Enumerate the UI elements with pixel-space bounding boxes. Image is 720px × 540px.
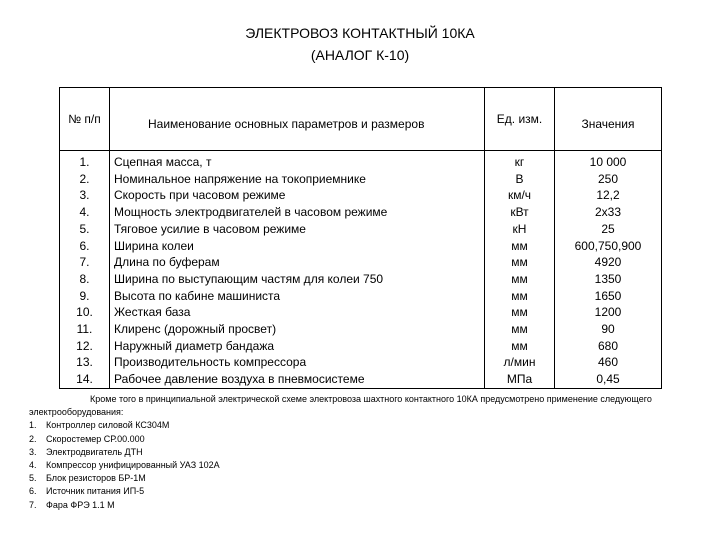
row-parameter-name: Жесткая база — [110, 304, 485, 321]
row-unit: мм — [485, 254, 555, 271]
row-number: 9. — [60, 288, 110, 305]
row-value: 460 — [555, 354, 662, 371]
table-row — [60, 354, 662, 371]
row-number: 14. — [60, 371, 110, 388]
list-item-number: 4. — [29, 460, 37, 471]
row-parameter-name: Тяговое усилие в часовом режиме — [110, 221, 485, 238]
table-row — [60, 221, 662, 238]
row-value: 1350 — [555, 271, 662, 288]
row-value: 680 — [555, 338, 662, 355]
table-row — [60, 187, 662, 204]
list-item-text: Фара ФРЭ 1.1 М — [46, 499, 115, 510]
table-row — [60, 304, 662, 321]
list-item — [29, 433, 689, 446]
row-unit: мм — [485, 304, 555, 321]
row-unit: В — [485, 171, 555, 188]
row-unit: кг — [485, 151, 555, 171]
row-parameter-name: Скорость при часовом режиме — [110, 187, 485, 204]
table-body — [60, 151, 662, 389]
row-unit: мм — [485, 338, 555, 355]
row-value: 25 — [555, 221, 662, 238]
row-parameter-name: Сцепная масса, т — [110, 151, 485, 171]
table-row — [60, 171, 662, 188]
row-unit: км/ч — [485, 187, 555, 204]
equipment-list — [29, 419, 689, 511]
list-item-number: 3. — [29, 446, 37, 457]
row-value: 1650 — [555, 288, 662, 305]
row-value: 90 — [555, 321, 662, 338]
list-item-number: 5. — [29, 473, 37, 484]
row-value: 2х33 — [555, 204, 662, 221]
notes-intro: Кроме того в принципиальной электрической схеме электровоза шахтного контактного 10КА предусмотрено применение следующего электрооборудования: — [29, 394, 652, 418]
list-item-text: Источник питания ИП-5 — [46, 486, 145, 497]
title-line-2: (АНАЛОГ К-10) — [310, 47, 410, 63]
table-row — [60, 271, 662, 288]
row-value: 600,750,900 — [555, 238, 662, 255]
row-parameter-name: Ширина по выступающим частям для колеи 750 — [110, 271, 485, 288]
list-item-text: Скоростемер СР.00.000 — [46, 433, 145, 444]
header-unit: Ед. изм. — [485, 88, 555, 151]
row-unit: кН — [485, 221, 555, 238]
list-item-number: 2. — [29, 433, 37, 444]
row-parameter-name: Наружный диаметр бандажа — [110, 338, 485, 355]
list-item-text: Компрессор унифицированный УАЗ 102А — [46, 460, 220, 471]
list-item — [29, 459, 689, 472]
page-title — [0, 22, 720, 66]
row-value: 1200 — [555, 304, 662, 321]
row-parameter-name: Номинальное напряжение на токоприемнике — [110, 171, 485, 188]
row-value: 4920 — [555, 254, 662, 271]
row-parameter-name: Мощность электродвигателей в часовом режиме — [110, 204, 485, 221]
row-number: 2. — [60, 171, 110, 188]
list-item-text: Электродвигатель ДТН — [46, 446, 143, 457]
row-number: 7. — [60, 254, 110, 271]
list-item — [29, 472, 689, 485]
title-line-1: ЭЛЕКТРОВОЗ КОНТАКТНЫЙ 10КА — [245, 25, 475, 41]
list-item — [29, 499, 689, 512]
list-item — [29, 485, 689, 498]
row-value: 0,45 — [555, 371, 662, 388]
parameters-table — [59, 87, 662, 389]
list-item-text: Контроллер силовой КС304М — [46, 420, 170, 431]
table-row — [60, 254, 662, 271]
row-value: 12,2 — [555, 187, 662, 204]
row-parameter-name: Клиренс (дорожный просвет) — [110, 321, 485, 338]
equipment-notes — [29, 393, 689, 512]
header-num: № п/п — [60, 88, 110, 151]
row-number: 4. — [60, 204, 110, 221]
row-number: 3. — [60, 187, 110, 204]
row-unit: мм — [485, 321, 555, 338]
list-item — [29, 446, 689, 459]
row-unit: мм — [485, 238, 555, 255]
row-number: 5. — [60, 221, 110, 238]
table-row — [60, 151, 662, 171]
row-number: 11. — [60, 321, 110, 338]
row-number: 13. — [60, 354, 110, 371]
table-row — [60, 238, 662, 255]
row-parameter-name: Высота по кабине машиниста — [110, 288, 485, 305]
table-row — [60, 371, 662, 388]
row-value: 250 — [555, 171, 662, 188]
row-unit: кВт — [485, 204, 555, 221]
row-unit: л/мин — [485, 354, 555, 371]
row-number: 1. — [60, 151, 110, 171]
list-item-number: 1. — [29, 420, 37, 431]
row-parameter-name: Длина по буферам — [110, 254, 485, 271]
header-name: Наименование основных параметров и размеров — [110, 88, 485, 151]
table-row — [60, 338, 662, 355]
row-unit: мм — [485, 271, 555, 288]
table-row — [60, 321, 662, 338]
list-item — [29, 419, 689, 432]
header-value: Значения — [555, 88, 662, 151]
row-number: 12. — [60, 338, 110, 355]
list-item-number: 7. — [29, 499, 37, 510]
table-row — [60, 204, 662, 221]
row-number: 10. — [60, 304, 110, 321]
row-unit: мм — [485, 288, 555, 305]
row-value: 10 000 — [555, 151, 662, 171]
row-parameter-name: Рабочее давление воздуха в пневмосистеме — [110, 371, 485, 388]
list-item-number: 6. — [29, 486, 37, 497]
row-parameter-name: Производительность компрессора — [110, 354, 485, 371]
list-item-text: Блок резисторов БР-1М — [46, 473, 146, 484]
table-header-row — [60, 88, 662, 151]
row-unit: МПа — [485, 371, 555, 388]
row-number: 6. — [60, 238, 110, 255]
row-number: 8. — [60, 271, 110, 288]
row-parameter-name: Ширина колеи — [110, 238, 485, 255]
table-row — [60, 288, 662, 305]
